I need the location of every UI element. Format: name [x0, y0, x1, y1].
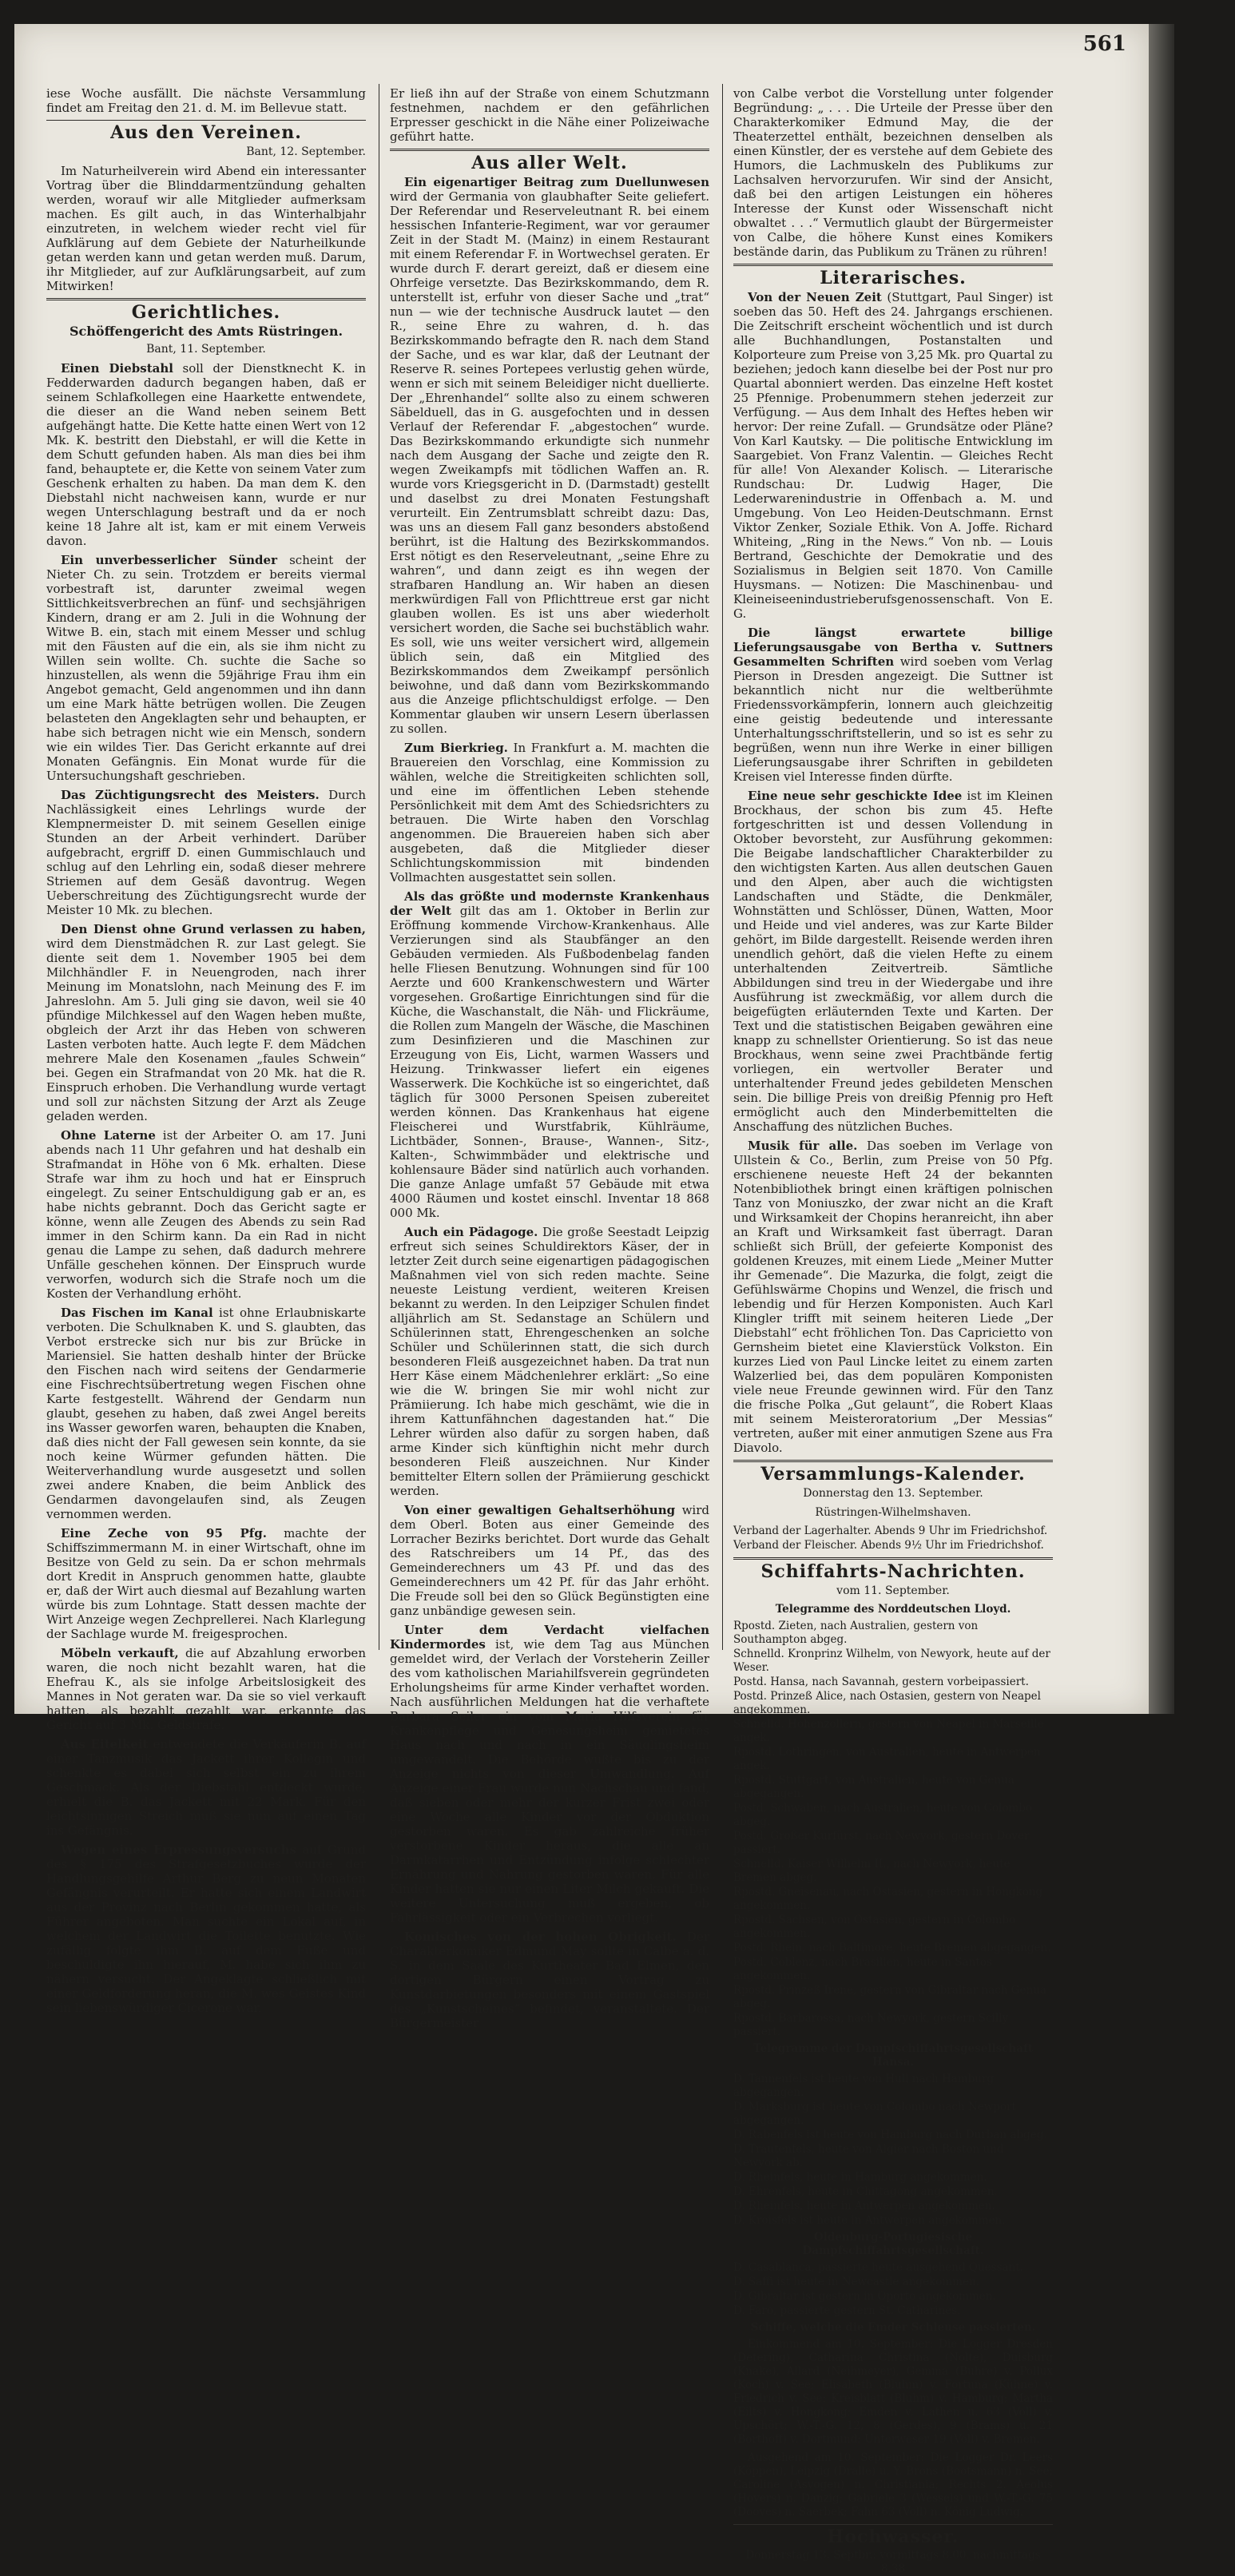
article-lead: Ein unverbesserlicher Sünder: [61, 553, 277, 567]
article-text: (Stuttgart, Paul Singer) ist soeben das 50. Heft des 24. Jahrgangs erschienen. Die Zeitschrift erscheint wöchentlich und ist durch alle Buchhandlungen, Postanstalten und Kolporteure zum Preise von 3,25 Mk. pro Quartal zu beziehen; jedoch kann dieselbe bei der Post nur pro Quartal abonniert werden. Das einzelne Heft kostet 25 Pfennige. Probenummern stehen jederzeit zur Verfügung. — Aus dem Inhalt des Heftes heben wir hervor: Der reine Zufall. — Grundsätze oder Pläne? Von Karl Kautsky. — Die politische Entwicklung im Saargebiet. Von Franz Valentin. — Gleiches Recht für alle! Von Alexander Kolisch. — Literarische Rundschau: Dr. Ludwig Hager, Die Lederwarenindustrie in Offenbach a. M. und Umgebung. Von Leo Heiden-Deutschmann. Ernst Viktor Zenker, Soziale Ethik. Von A. Joffe. Richard Whiteing, „Ring in the News.“ Von nb. — Louis Bertrand, Geschichte der Demokratie und des Sozialismus in Belgien seit 1870. Von Camille Huysmans. — Notizen: Die Maschinenbau- und Kleineiseenindustrieberufsgenossenschaft. Von E. G.: [733, 290, 1053, 621]
article-lead: Komisches von der hohen Obrigkeit.: [404, 1930, 677, 1944]
oldb-list: [733, 2261, 1053, 2318]
shipping-item: Rpostd. Lothringen, von Australien, heute in Antwerpen angek.: [733, 1746, 1041, 1772]
kalender-item: Verband der Fleischer. Abends 9½ Uhr im Friedrichshof.: [733, 1539, 1044, 1552]
article-paragraph: [46, 1843, 366, 2015]
shipping-item: Postd. Großer Kurfürst, nach Newyork, gestern Dover passiert.: [733, 1830, 1030, 1856]
article-lead: Unter dem Verdacht vielfachen Kindermordes: [390, 1623, 709, 1652]
article-text: In Frankfurt a. M. machten die Brauereien den Vorschlag, eine Kommission zu wählen, welche die Streitigkeiten schlichten soll, und eine im öffentlichen Leben stehende Persönlichkeit mit dem Amt des Schiedsrichters zu betrauen. Die Wirte haben den Vorschlag angenommen. Die Brauereien haben sich aber ausgebeten, daß die Mitglieder dieser Schlichtungskommission mit bindenden Vollmachten ausgestattet sein sollen.: [390, 741, 709, 885]
article-text: die auf Abzahlung erworben waren, die noch nicht bezahlt waren, hat die Ehefrau K., als sie infolge Arbeitslosigkeit des Mannes in Not geraten war. Da sie so viel verkauft hatten, als bezahlt gezahlt war, erkannte das Gericht auf 3 Mk. Geldstrafe.: [46, 1646, 366, 1732]
article-paragraph: [733, 789, 1053, 1134]
article-text: ist im Kleinen Brockhaus, der schon bis zum 45. Hefte fortgeschritten ist und dessen Vollendung in Oktober bevorsteht, zur Ausführung gekommen: Die Beigabe landschaftlicher Charakterbilder zu den wichtigsten Karten. Aus allen deutschen Gauen und den Alpen, aber auch die wichtigsten Landschaften und Städte, die Denkmäler, Wohnstätten und Schlösser, Dünen, Watten, Moor und Heide und viel anderes, was zur Karte Bilder gehört, im Bilde dargestellt. Reisende werden ihren unendlich gehört, daß die vielen Hefte zu einem unterhaltenden Zeitvertreib. Sämtliche Abbildungen sind treu in der Wiedergabe und ihre Ausführung ist zweckmäßig, vor allem durch die beigefügten erläuternden Texte und Karten. Der Text und die statistischen Beigaben gewähren eine knapp zu schnellster Orientierung. So ist das neue Brockhaus, wenn seine zwei Prachtbände fertig vorliegen, ein wertvoller Berater und unterhaltender Freund jedes gebildeten Menschen sein. Die billige Preis von dreißig Pfennig pro Heft ermöglicht auch den Minderbemittelten die Anschaffung des nützlichen Buches.: [733, 789, 1053, 1134]
emden-text: Einkommend am 10. September: Die Logger Dresden (Detering), Catharina Christina (Nolte), Duisburg (Knake), Allard (Neihmeyer), Gemma (Buhre) v. Pollux (Koch) v. See; Elisabeth (Bluhm) v. Fortuna (Kühne) v. Friedrich v. See; Kreisblatt (Bluhm) v. Hamburg; Martha (Eilts) v. Hongkong; Emden v. Lathen u. 63 (Voll) v. Upschört; W.-T.-G. 12, 8 (Gerdes), 9 (Brams) u. 21 (Borthoff) v. Dortmund; Unterweser 19 (Voll) v. Bremen.: [733, 2338, 1053, 2446]
hochwasser-line: Donnerstag 13. Septbr.: vormittags 8.00, nachmittags 8.38: [745, 2549, 1041, 2575]
shipping-item: Schnelld. Kronprinz Wilhelm, von Newyork, heute auf der Weser.: [733, 1648, 1050, 1674]
vereinen-body: Im Naturheilverein wird Abend ein interessanter Vortrag über die Blinddarmentzündung gehalten werden, worauf wir alle Mitglieder aufmerksam machen. Es gilt auch, in das Winterhalbjahr einzutreten, in welchem wieder recht viel für Aufklärung auf dem Gebiete der Naturheilkunde getan werden kann und getan werden muß. Darum, ihr Mitglieder, auf zur Aufklärungsarbeit, auf zum Mitwirken!: [46, 164, 366, 293]
article-paragraph: [46, 1526, 366, 1641]
section-heading-welt: Aus aller Welt.: [471, 153, 628, 173]
article-text: scheint der Nieter Ch. zu sein. Trotzdem er bereits viermal vorbestraft ist, darunter zweimal wegen Sittlichkeitsverbrechen an fünf- und sechsjährigen Kindern, drang er am 2. Juli in die Wohnung der Witwe B. ein, stach mit einem Messer und schlug mit den Fäusten auf die ein, als sie ihm nicht zu Willen sein wollte. Ch. suchte die Sache so hinzustellen, als wenn die 59jährige Frau ihm ein Angebot gemacht, Geld angenommen und ihn dann um eine Mark hätte betrügen wollen. Die Zeugen belasteten den Angeklagten sehr und behaupten, er habe sich betragen nicht wie ein Mensch, sondern wie ein wildes Tier. Das Gericht erkannte auf drei Monaten Gefängnis. Ein Monat wurde für die Untersuchungshaft geschrieben.: [46, 553, 366, 783]
section-heading-gericht: Gerichtliches.: [131, 302, 281, 323]
article-paragraph: [46, 361, 366, 548]
hansa-list: [733, 2073, 1053, 2228]
article-paragraph: [390, 1623, 709, 1925]
kalender-place: Rüstringen-Wilhelmshaven.: [815, 1506, 971, 1519]
article-text: Durch Nachlässigkeit eines Lehrlings wurde der Klempnermeister D. mit seinem Gesellen einige Stunden an der Arbeit verhindert. Darüber aufgebracht, ergriff D. einen Gummischlauch und schlug auf den Lehrling ein, sodaß dieser mehrere Striemen auf dem Gesäß davontrug. Wegen Ueberschreitung des Züchtigungsrecht wurde der Meister 10 Mk. zu blechen.: [46, 788, 366, 917]
shipping-item: D. Ehrenfels, heute in Chittagong angekommen.: [733, 2185, 998, 2198]
article-text: ist ohne Erlaubniskarte verboten. Die Schulknaben K. und S. glaubten, das Verbot erstrecke sich nur bis zur Brücke in Mariensiel. Sie hatten deshalb hinter der Brücke den Fischen nach wird seitens der Gendarmerie eine Fischrechtsübertretung wegen Fischen ohne Karte festgestellt. Während der Gendarm nun glaubt, gesehen zu haben, daß zwei Angel bereits ins Wasser geworfen waren, behaupten die Knaben, daß dies nicht der Fall gewesen sein konnte, da sie noch keine Würmer gefunden hätten. Die Weiterverhandlung wurde ausgesetzt und sollen zwei andere Knaben, die beim Anblick des Gendarmen davongelaufen sind, als Zeugen vernommen werden.: [46, 1306, 366, 1521]
shipping-item: Postd. Coblenz, nach Brasilien, heute in Santos angekommen.: [733, 1956, 992, 1982]
article-text: wird dem Oberl. Boten aus einer Gemeinde des Lorracher Bezirks berichtet. Dort wurde das Gehalt des Ratschreibers um 14 Pf., das des Gemeinderechners um 43 Pf. und das des Gemeinderechners um 42 Pf. für das Jahr erhöht. Die Freude soll bei den so Glück Begünstigten eine ganz unbändige gewesen sein.: [390, 1503, 709, 1618]
article-lead: Ein eigenartiger Beitrag zum Duellunwesen: [404, 175, 709, 189]
column-1: [46, 86, 367, 2015]
article-paragraph: [390, 1225, 709, 1498]
article-text: wird dem Dienstmädchen R. zur Last gelegt. Sie diente seit dem 1. November 1905 bei dem Milchhändler F. in Neuengroden, nach ihrer Meinung im Monatslohn, nach Meinung des F. im Jahreslohn. Am 5. Juli ging sie davon, weil sie 40 pfündige Milchkessel auf den Wagen heben mußte, obgleich der Arzt ihr das Heben von schweren Lasten verboten hatte. Auch legte F. dem Mädchen mehrere Male den Kosenamen „faules Schwein“ bei. Gegen ein Strafmandat von 20 Mk. hat die R. Einspruch erhoben. Die Verhandlung wurde vertagt und soll zur nächsten Sitzung der Arzt als Zeuge geladen werden.: [46, 936, 366, 1123]
article-lead: Möbeln verkauft,: [61, 1646, 179, 1660]
continued-text: von Calbe verbot die Vorstellung unter folgender Begründung: „ . . . Die Urteile der Presse über den Charakterkomiker Edmund May, die der Theaterzettel enthält, bezeichnen denselben als einen Künstler, der es verstehe auf dem Gebiete des Humors, die Lachmuskeln des Publikums zur Lachsalven hervorzurufen. Wir sind der Ansicht, daß bei den artigen Leistungen ein höheres Interesse der Kunst oder Wissenschaft nicht obwaltet . . .“ Vermutlich glaubt der Bürgermeister von Calbe, die höhere Kunst eines Komikers bestände darin, das Publikum zu Tränen zu rühren!: [733, 86, 1053, 259]
section-rule: [733, 1460, 1053, 1462]
shipping-item: D. Saffi ist heute in Newcastle angekommen.: [733, 2276, 979, 2288]
dateline: Bant, 12. September.: [246, 145, 366, 158]
article-paragraph: [390, 1503, 709, 1618]
section-heading-literar: Literarisches.: [820, 268, 967, 288]
binding-spine: [1149, 24, 1174, 1714]
shipping-item: D. Marksburg ist heute von Colombo nach Newport abgegangen.: [733, 2101, 1016, 2127]
article-lead: Eine neue sehr geschickte Idee: [748, 789, 963, 803]
shipping-item: Postd. Hansa, nach Savannah, gestern vorbeipassiert.: [733, 1676, 1029, 1688]
kalender-item: Verband der Lagerhalter. Abends 9 Uhr im Friedrichshof.: [733, 1525, 1048, 1537]
kalender-date: Donnerstag den 13. September.: [803, 1487, 983, 1500]
section-heading-kalender: Versammlungs-Kalender.: [760, 1464, 1026, 1485]
shipping-item: Rpostd. Gneisenau, nach Ostasien, gestern in Hongkong angekommen.: [733, 1886, 1043, 1912]
continued-text: Er ließ ihn auf der Straße von einem Schutzmann festnehmen, nachdem er den gefährlichen Erpresser geschickt in die Nähe einer Polizeiwache geführt hatte.: [390, 86, 709, 144]
article-paragraph: [390, 889, 709, 1220]
article-paragraph: [46, 788, 366, 917]
article-text: machte der Schiffszimmermann M. in einer Wirtschaft, ohne im Besitze von Geld zu sein. Da er schon mehrmals dort Kredit in Anspruch genommen hatte, glaubte er, daß der Wirt auch diesmal auf Bezahlung warten würde bis zum Lohntage. Statt dessen machte der Wirt Anzeige wegen Zechprellerei. Nach Klarlegung der Sachlage wurde M. freigesprochen.: [46, 1526, 366, 1641]
schiff-date: vom 11. September.: [836, 1584, 950, 1597]
shipping-item: Rpostd. Prinzeß Irene, gestern von Gibraltar nach Genua abgeg.: [733, 1984, 1046, 2010]
article-paragraph: [46, 1306, 366, 1521]
shipping-item: Rpostd. Zieten, nach Australien, gestern von Southampton abgeg.: [733, 1620, 979, 1646]
article-paragraph: [733, 626, 1053, 784]
article-text: auf Grund des § 175 des Strafgesetzbuches wurde der Handlungsgehilfe Arthur Berg zu neun Monaten Gefängnis verurteilt. Er hatte sich einem Landwirt aus der Provinz nach Berlin gekommen hatte, als Führer angeboten. Man suchte ein Lokal auf, in welchem der Landwirt die Toilette benutzte. Wie zufällig folgte ihm B. auf dem Fuße und beschuldigte ihn hierauf, M. habe sich ihm zu nähern versucht. Der Angeklagte schließlich mit einer Geldforderung heran, die M. wes Geistes Kind sein liebenswürdiger Cicerone war.: [46, 1843, 366, 2015]
article-paragraph: [390, 741, 709, 885]
shipping-item: D. Rheinfels, heute in Hamburg angekommen.: [733, 2171, 987, 2184]
article-lead: Die längst erwartete billige Lieferungsausgabe von Bertha v. Suttners Gesammelten Schriften: [733, 626, 1053, 669]
article-lead: Ohne Laterne: [61, 1128, 156, 1143]
shipping-item: Rpostd. Stuttgart, von Australien, heute von Genua abgegangen.: [733, 1774, 1015, 1800]
column-divider: [722, 84, 723, 1650]
column-2: [390, 86, 710, 2030]
article-lead: Wegen eines Erpressungsversuchs: [61, 1843, 296, 1857]
article-lead: Den Dienst ohne Grund verlassen zu haben,: [61, 922, 366, 936]
article-lead: Als das größte und modernste Krankenhaus der Welt: [390, 889, 709, 918]
article-text: soll der Dienstknecht K. in Fedderwarden dadurch begangen haben, daß er seinem Schlafkollegen eine Haarkette entwendete, die dieser an die Wand neben seinem Bett aufgehängt hatte. Die Kette hatte einen Wert von 12 Mk. K. bestritt den Diebstahl, er will die Kette in dem Schutt gefunden haben. Als man dies bei ihm fand, behauptete er, die Kette von seinem Vater zum Geschenk erhalten zu haben. Da man dem K. den Diebstahl nicht nachweisen kann, wurde er nur wegen Unterschlagung bestraft und da er noch keine 18 Jahre alt ist, kam er mit einem Verweis davon.: [46, 361, 366, 548]
article-list: [46, 361, 366, 2015]
article-text: gilt das am 1. Oktober in Berlin zur Eröffnung kommende Virchow-Krankenhaus. Alle Verzierungen sind als Staubfänger an den Gebäuden vermieden. Als Fußbodenbelag fanden helle Fliesen Benutzung. Wohnungen sind für 100 Aerzte und 600 Krankenschwestern und Wärter vorgesehen. Großartige Einrichtungen sind für die Küche, die Waschanstalt, die Näh- und Flickräume, die Rollen zum Mangeln der Wäsche, die Maschinen zum Desinfizieren und die Maschinen zur Erzeugung von Eis, Licht, warmen Wassers und Heizung. Trinkwasser liefert ein eigenes Wasserwerk. Die Kochküche ist so eingerichtet, daß täglich für 3000 Personen Speisen zubereitet werden können. Das Krankenhaus hat eigene Fleischerei und Wurstfabrik, Kühlräume, Lichtbäder, Sonnen-, Brause-, Wannen-, Sitz-, Kalten-, Schwimmbäder und elektrische und kohlensaure Bäder sind natürlich auch vorhanden. Die ganze Anlage umfaßt 57 Gebäude mit etwa 4000 Räumen und kostet einschl. Inventar 18 868 000 Mk.: [390, 904, 710, 1220]
article-text: wird soeben vom Verlag Pierson in Dresden angezeigt. Die Suttner ist bekanntlich nicht nur die weltberühmte Friedenssvorkämpferin, lonnern auch gleichzeitig eine geistig bedeutende und interessante Unterhaltungsschriftstellerin, und so ist es sehr zu begrüßen, wenn nun ihre Werke in einer billigen Lieferungsausgabe ihrer Schriften in gebildeten Kreisen viel Interesse finden dürfte.: [733, 654, 1053, 784]
intro-text: iese Woche ausfällt. Die nächste Versammlung findet am Freitag den 21. d. M. im Bellevue statt.: [46, 86, 366, 115]
shipping-item: D. Gibraltar ist gestern in Oporto angekommen.: [733, 2290, 996, 2303]
article-paragraph: [46, 1646, 366, 1732]
article-text: ist der Arbeiter O. am 17. Juni abends nach 11 Uhr gefahren und hat deshalb ein Strafmandat in Höhe von 6 Mk. erhalten. Diese Strafe war ihm zu hoch und hat er Einspruch eingelegt. Zu seiner Entschuldigung gab er an, es habe nichts gebrannt. Doch das Gericht sagte er könne, wenn alle Zeugen des Abends zu sein Rad immer in den Schirm kann. Da ein Rad in nicht genau die Lampe zu sehen, daß dadurch mehrere Unfälle geschehen können. Der Einspruch wurde verworfen, wodurch sich die Strafe noch um die Kosten der Verhandlung erhöht.: [46, 1128, 367, 1301]
article-text: ist, wie dem Tag aus München gemeldet wird, der Verlach der Vorsteherin Zeiller des vom katholischen Mariahilfsverein gegründeten Erholungsheims für arme Kinder verhaftet worden. Nach ausführlichen Meldungen hat die verhaftete Barbara Seiler ein vom Maria Hilfsverein für Krankenpflege und Genesungsheim gemietetes Haus nach und nach in ein Säuglingsheim umgewandelt. Die Behörde wußte bis zu der Anzeige nichts von dieser Umwandlung. Auf Anzeige einer Frau wurde nun Nachschau und fand, daß sieben oder mehr der kurzer Frist zwei oder eine Woche alle Kinder vor der Obduktion gestorben waren. Es gab zahlreiche früher verstorbene Kinder heraus, die alle an Darmkatarrhen und Entzündung infolge schlechter Ernährung und Nahrung gestorben waren. Für alle Kinder hatten sie nur einen Liter Milch gekauft. Die weitere Untersuchung muß ergeben, ob Fahrlässigkeit oder ein Verbrechen vorliegt.: [390, 1637, 709, 1925]
section-rule: [46, 120, 366, 121]
article-lead: Von der Neuen Zeit: [748, 290, 882, 304]
section-rule: [390, 149, 709, 151]
article-text: wird der Germania von glaubhafter Seite geliefert. Der Referendar und Reserveleutnant R. bei einem hessischen Infanterie-Regiment, war vor geraumer Zeit in der Stadt M. (Mainz) in einem Restaurant mit einem Referendar F. in Wortwechsel geraten. Er wurde durch F. derart gereizt, daß er diesem eine Ohrfeige versetzte. Das Bezirkskommando, dem R. unterstellt ist, erfuhr von dieser Sache und „trat“ nun — wie der technische Ausdruck lautet — den R., seine Ehre zu wahren, d. h. das Bezirkskommando befragte den R. nach dem Stand der Sache, und es war klar, daß der Leutnant der Reserve R. seines Portepees verlustig gehen würde, wenn er sich mit seinem Beleidiger nicht duellierte. Der „Ehrenhandel“ sollte also zu einem schweren Säbelduell, das in G. ausgefochten und in dessen Verlauf der Referendar F. „abgestochen“ wurde. Das Bezirkskommando erkundigte sich nunmehr nach dem Ausgang der Sache und zeigte den R. wegen Zweikampfs mit tödlichen Waffen an. R. wurde vors Kriegsgericht in D. (Darmstadt) gestellt und daselbst zu drei Monaten Festungshaft verurteilt. Ein Zentrumsblatt schreibt dazu: Das, was uns an diesem Fall ganz besonders abstoßend berührt, ist die Haltung des Bezirkskommandos. Erst nötigt es den Reserveleutnant, „seine Ehre zu wahren“, und dann zeigt es ihn wegen der strafbaren Handlung an. Wir haben an diesen merkwürdigen Fall von Pflichttreue erst gar nicht glauben wollen. Es ist uns aber wiederholt versichert worden, die Sache sei buchstäblich wahr. Es soll, wie uns weiter versichert wird, allgemein üblich sein, daß ein Mitglied des Bezirkskommandos dem Zweikampf persönlich beiwohne, und daß dann vom Bezirkskommando aus die Anzeige pflichtschuldigst erfolge. — Den Kommentar glauben wir unsern Lesern überlassen zu sollen.: [390, 189, 709, 736]
column-3: [733, 86, 1053, 2575]
article-text: entwendete die Verkäuferin B. auf einer Tanzmusik das Jackett ihrer Kollegin und schenkte es dabei sich selbst ein zu ihrem Geschmack. Als der Diebstahl entdeckt wurde, erhielt die B. das Jackett mit 22 Mark. Für den leichtsinnigen Streich muß sie nun auf einen Tag ins Gefängnis.: [46, 1737, 366, 1838]
section-rule: [733, 2524, 1053, 2525]
shipping-item: D. Casablanca, passierte heute ausgehend Quessant.: [733, 2261, 1023, 2274]
article-paragraph: [390, 175, 709, 736]
kalender-list: [733, 1525, 1053, 1552]
dateline: Bant, 11. September.: [146, 343, 266, 356]
shipping-item: D. Faro, passierte gestern St. Catharines.: [733, 2304, 961, 2317]
shipping-item: Schnelld. Hohenzollern, gestern von Neapel in Marseille angek.: [733, 1718, 1044, 1744]
article-lead: Zum Bierkrieg.: [404, 741, 508, 755]
section-heading-hochwasser: Hochwasser.: [827, 2526, 959, 2547]
section-heading-schiff: Schiffahrts-Nachrichten.: [760, 1561, 1026, 1582]
article-paragraph: [733, 1139, 1053, 1455]
article-paragraph: [46, 553, 366, 783]
article-lead: Auch ein Pädagoge.: [404, 1225, 538, 1239]
shipping-item: Schnelld. Kaiser Wilhelm II., nach Newyork, heute Bremen abgeg.: [733, 1858, 1011, 1884]
shipping-item: D. Kroisfels ist heute in Antwerpen angekommen.: [733, 2214, 1006, 2227]
article-paragraph: [46, 1737, 366, 1838]
article-text: Das soeben im Verlage von Ullstein & Co., Berlin, zum Preise von 50 Pfg. erschienene neueste Heft 24 der bekannten Notenbibliothek bringt einen kräftigen polnischen Tanz von Moniuszko, der zwar nicht an die Kraft und Wirksamkeit der Chopins heranreicht, ihn aber an Kraft und Wirksamkeit fast überragt. Daran schließt sich Brüll, der gefeierte Komponist des goldenen Kreuzes, mit einem Liede „Meiner Mutter ihr Gemenade“. Die Mazurka, die folgt, zeigt die Gefühlswärme Chopins und Wenzel, die frisch und lebendig und für Herzen Komponisten. Auch Karl Klingler trifft mit seinem heiteren Liede „Der Diebstahl“ echt fröhlichen Ton. Das Capricietto von Gernsheim bietet eine Klavierstück Volkston. Ein kurzes Lied von Paul Lincke leitet zu einem zarten Walzerlied bei, das dem populären Komponisten viele neue Freunde gewinnen wird. Für den Tanz die frische Polka „Gut gelaunt“, die Robert Klaas mit seinem Meisteroratorium „Der Messias“ vertreten, außer mit einer anmutigen Szene aus Fra Diavolo.: [733, 1139, 1053, 1455]
article-paragraph: [390, 1930, 709, 2030]
section-subheading: Schöffengericht des Amts Rüstringen.: [69, 324, 343, 339]
article-paragraph: [46, 922, 366, 1123]
section-rule: [46, 298, 366, 300]
shipping-item: D. Trautenfels, heute von Algier nach Boston und Newyork ab.: [733, 2143, 1004, 2169]
section-rule: [733, 1557, 1053, 1560]
shipping-item: Postd. Prinzeß Alice, nach Ostasien, gestern von Neapel angekommen.: [733, 1690, 1041, 1716]
article-lead: Musik für alle.: [748, 1139, 858, 1153]
article-list: [390, 175, 709, 2030]
article-lead: Das Züchtigungsrecht des Meisters.: [61, 788, 320, 802]
shipping-item: D. Rabenfels ist heute von Hamburg nach Durban abgeg.: [733, 2129, 1047, 2141]
article-paragraph: [46, 1128, 366, 1301]
article-text: Der Charakterkomiker Edmund May sollte in Calbe a. d. S. in dem Saale des Kurtheater Bad Elmen, den dortigen Bürgern einen Vortrag zu Kunstdarbietungen besonders mit einem Gastspiel des „Kunstscheines“ befindet, veranstaltete. Der Bürgermeister: [390, 1930, 709, 2030]
article-list: [733, 290, 1053, 1455]
shipping-item: Rpostd. Sachsen, von Ostasien, gestern in Colombo angekommen.: [733, 1914, 1016, 1940]
article-text: Die große Seestadt Leipzig erfreut sich seines Schuldirektors Käser, der in letzter Zeit durch seine eigenartigen pädagogischen Maßnahmen viel von sich reden machte. Seine neueste Leistung verdient, weiteren Kreisen bekannt zu werden. In den Leipziger Schulen findet alljährlich am St. Sedanstage an Schülern und Schülerinnen statt, Ehrengeschenken an solche Schüler und Schülerinnen statt, die sich durch besonderen Fleiß ausgezeichnet haben. Da trat nun Herr Käse einem Mädchenlehrer erklärt: „So eine wie die W. bringen Sie mir wohl nicht zur Prämiierung. Ich habe mich geschämt, wie die in ihrem Kattunfähnchen dagestanden hat.“ Die Lehrer würden also dafür zu sorgen haben, daß arme Kinder sich künftighin nicht mehr durch besonderen Fleiß auszeichnen. Nur Kinder bemittelter Eltern sollen der Prämiierung geschickt werden.: [390, 1225, 709, 1498]
page-number: 561: [1082, 32, 1126, 56]
shipping-item: D. Rheinfels, heute in Antwerpen angekommen.: [733, 2200, 995, 2212]
article-lead: Einen Diebstahl: [61, 361, 173, 376]
ausgehend-text: Ausgehend am 10. September: Die Logger Dr. Leers (Köppen), Leipzig (Dralle) u. Y. Brons (Bootsmann) n. See; Caroline (Asvogen) n. Christiania; Rechts 2. Aeolus (Hovers) n. Danzig; Gabriele 3 (Wessels) und W.-T.-G. 75 (Dooves) n. Saerbek; Fahn 63 (Voll) n. König Ludwig.: [733, 2451, 1053, 2518]
shipping-item: Postd. Rhein, nach Baltimore, heute Bremen abgegangen.: [733, 1942, 1051, 1954]
shipping-item: Rpostd. Barbarossa, nach Newyork, gestern Scilly passiert.: [733, 2012, 1009, 2038]
emden-title: Schiffe, welche die Emder Schleuse passierten.: [750, 2321, 1036, 2334]
article-lead: Von einer gewaltigen Gehaltserhöhung: [404, 1503, 676, 1517]
shipping-item: D. Tannenfels ist heute von Hull nach Hamburg abgegangen.: [733, 2073, 995, 2099]
article-lead: Eine Zeche von 95 Pfg.: [61, 1526, 267, 1540]
hansa-title: Telegramme der Dampfschiffahrtsgesellschaft Hansa.: [753, 2042, 1034, 2069]
article-lead: Aus Eitelkeit: [61, 1737, 149, 1751]
section-heading-vereinen: Aus den Vereinen.: [110, 122, 302, 143]
oldb-title: Oldenburg-Portugiesische Dampfschiffahrtsgesellschaft.: [802, 2231, 984, 2257]
shipping-item: Postd. Schwaben, nach Australien, heute von Colombo abgeg.: [733, 1802, 1033, 1828]
lloyd-title: Telegramme des Norddeutschen Lloyd.: [775, 1603, 1011, 1616]
article-paragraph: [733, 290, 1053, 621]
lloyd-list: [733, 1620, 1053, 2039]
article-lead: Das Fischen im Kanal: [61, 1306, 213, 1320]
section-rule: [733, 264, 1053, 266]
